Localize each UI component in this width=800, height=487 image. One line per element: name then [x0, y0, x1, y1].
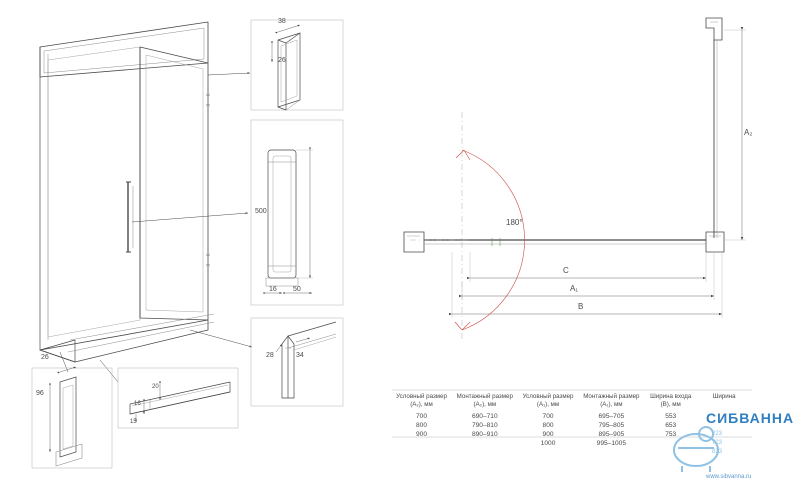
table-cell [453, 439, 517, 448]
table-header-cell: Ширина [712, 393, 736, 400]
table-cell: 690–710 [471, 412, 498, 420]
table-cell: 1000 [540, 439, 556, 447]
table-cell: 790–810 [471, 421, 498, 429]
watermark-number: 823 [712, 449, 723, 455]
dim-label-handle-50: 50 [293, 286, 301, 293]
leader-lines [60, 73, 252, 382]
table-cell: 753 [665, 430, 677, 438]
dim-label-profile-26: 26 [278, 57, 286, 64]
dim-label-c: C [563, 266, 569, 275]
dim-label-threshold-20: 20 [152, 384, 159, 390]
table-cell: 700 [416, 412, 428, 420]
table-cell: 800 [542, 421, 554, 429]
corner-detail-group [251, 318, 343, 406]
bottom-left-detail-group [32, 367, 112, 468]
table-cell: 995–1005 [596, 439, 626, 447]
dim-label-a1: A₁ [570, 284, 579, 293]
dim-label-bottom-96: 96 [36, 390, 44, 397]
dim-label-corner-34: 34 [296, 352, 304, 359]
table-header-cell: Ширина входа (B), мм [650, 393, 692, 408]
table-header-cell: Условный размер (A₁), мм [522, 393, 574, 408]
table-cell: 900 [416, 430, 428, 438]
table-cell: 695–705 [598, 412, 625, 420]
table-cell: 553 [665, 412, 677, 420]
table-cell: 700 [542, 412, 554, 420]
table-header-cell: Условный размер (A₂), мм [396, 393, 447, 408]
table-cell [390, 439, 453, 448]
watermark-number: 223 [712, 431, 723, 437]
dim-label-b: B [578, 302, 584, 311]
dim-label-a2: A₂ [744, 128, 753, 137]
table-cell: 653 [665, 421, 677, 429]
dim-label-bottom-26: 26 [41, 354, 49, 361]
brand-url: www.sibvanna.ru [706, 474, 752, 480]
table-cell: 895–905 [598, 430, 625, 438]
dim-label-handle-16: 16 [269, 286, 277, 293]
iso-enclosure [40, 22, 214, 362]
table-cell: 900 [542, 430, 554, 438]
swing-angle-label: 180° [506, 218, 523, 227]
profile-detail-group [251, 20, 343, 110]
table-cell: 800 [416, 421, 428, 429]
dim-label-threshold-16: 16 [134, 401, 141, 407]
table-cell: 890–910 [471, 430, 498, 438]
dim-label-handle-height: 500 [255, 208, 267, 215]
table-header-cell: Монтажный размер (A₁), мм [583, 393, 640, 408]
dim-label-corner-28: 28 [266, 352, 274, 359]
brand-name: СИБВАННА [706, 410, 795, 426]
dim-label-threshold-15: 15 [130, 419, 137, 425]
table-cell: 795–805 [598, 421, 625, 429]
table-header-cell: Монтажный размер (A₂), мм [456, 393, 513, 408]
watermark-number: 723 [712, 440, 723, 446]
watermark-numbers [712, 430, 722, 457]
dim-label-profile-38: 38 [278, 18, 286, 25]
